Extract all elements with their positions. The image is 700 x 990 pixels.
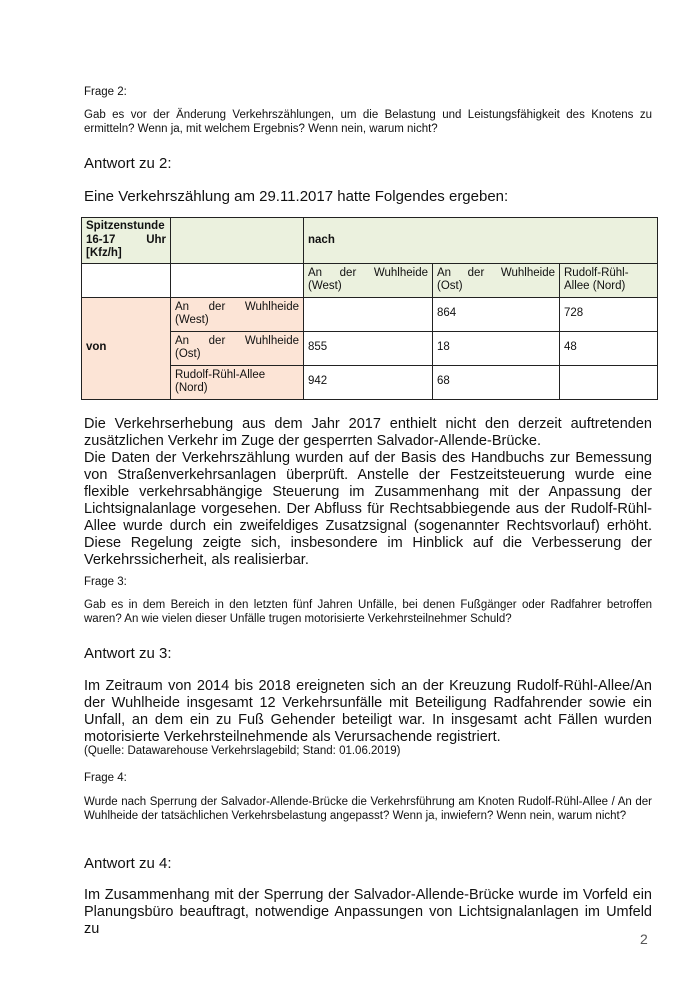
table-header-empty [171,218,304,264]
von-header: von [82,297,171,399]
dest-header-wuhlheide-west: An der Wuhlheide (West) [304,263,433,297]
table-empty-cell [171,263,304,297]
question-3-label: Frage 3: [84,576,127,588]
table-corner-cell: Spitzenstunde 16-17 Uhr [Kfz/h] [82,218,171,264]
traffic-count-table [81,217,658,400]
page-number: 2 [640,931,648,947]
answer-3-source: (Quelle: Datawarehouse Verkehrslagebild; Stand: 01.06.2019) [84,745,401,757]
value-cell: 728 [560,297,658,331]
value-cell: 855 [304,331,433,365]
value-cell: 68 [433,365,560,399]
table-empty-cell [82,263,171,297]
answer-2-heading: Antwort zu 2: [84,155,172,172]
dest-header-rudolf-ruehl-allee: Rudolf-Rühl- Allee (Nord) [560,263,658,297]
question-3-text: Gab es in dem Bereich in den letzten fünf Jahren Unfälle, bei denen Fußgänger oder Radfahrer betroffen waren? An wie vielen dieser Unfälle trugen motorisierte Verkehrsteilnehmer Schuld? [84,599,652,625]
nach-header: nach [304,218,658,264]
answer-3-heading: Antwort zu 3: [84,645,172,662]
value-cell: 48 [560,331,658,365]
dest-header-wuhlheide-ost: An der Wuhlheide (Ost) [433,263,560,297]
answer-2-intro: Eine Verkehrszählung am 29.11.2017 hatte Folgendes ergeben: [84,188,509,205]
question-2-text: Gab es vor der Änderung Verkehrszählungen, um die Belastung und Leistungsfähigkeit des Knotens zu ermitteln? Wenn ja, mit welchem Ergebnis? Wenn nein, warum nicht? [84,109,652,135]
question-2-label: Frage 2: [84,86,127,98]
question-4-text: Wurde nach Sperrung der Salvador-Allende-Brücke die Verkehrsführung am Knoten Rudolf-Rühl-Allee / An der Wuhlheide der tatsächlichen Verkehrsbelastung angepasst? Wenn ja, inwiefern? Wenn nein, warum nicht? [84,796,652,822]
answer-2-paragraph-2: Die Daten der Verkehrszählung wurden auf der Basis des Handbuchs zur Bemessung von Straßenverkehrsanlagen überprüft. Anstelle der Festzeitsteuerung wurde eine flexible verkehrsabhängige Steuerung im Zusammenhang mit der Anpassung der Lichtsignalanlage vorgesehen. Der Abfluss für Rechtsabbiegende aus der Rudolf-Rühl-Allee wurde durch ein zweifeldiges Zusatzsignal (sogenannter Rechtsvorlauf) erhöht. Diese Regelung zeigte sich, insbesondere im Hinblick auf die Verbesserung der Verkehrssicherheit, als realisierbar. [84,450,652,568]
origin-rudolf-ruehl-allee: Rudolf-Rühl-Allee (Nord) [171,365,304,399]
answer-4-text: Im Zusammenhang mit der Sperrung der Salvador-Allende-Brücke wurde im Vorfeld ein Planungsbüro beauftragt, notwendige Anpassungen von Lichtsignalanlagen im Umfeld zu [84,887,652,937]
value-cell: 18 [433,331,560,365]
answer-3-text: Im Zeitraum von 2014 bis 2018 ereigneten sich an der Kreuzung Rudolf-Rühl-Allee/An der Wuhlheide insgesamt 12 Verkehrsunfälle mit Beteiligung Radfahrender sowie ein Unfall, an dem ein zu Fuß Gehender beteiligt war. In insgesamt acht Fällen wurden motorisierte Verkehrsteilnehmende als Verursachende registriert. [84,678,652,745]
value-cell: 942 [304,365,433,399]
answer-2-paragraph-1: Die Verkehrserhebung aus dem Jahr 2017 enthielt nicht den derzeit auftretenden zusätzlichen Verkehr im Zuge der gesperrten Salvador-Allende-Brücke. [84,416,652,449]
origin-wuhlheide-west: An der Wuhlheide (West) [171,297,304,331]
origin-wuhlheide-ost: An der Wuhlheide (Ost) [171,331,304,365]
value-cell [304,297,433,331]
value-cell: 864 [433,297,560,331]
value-cell [560,365,658,399]
answer-4-heading: Antwort zu 4: [84,855,172,872]
question-4-label: Frage 4: [84,772,127,784]
